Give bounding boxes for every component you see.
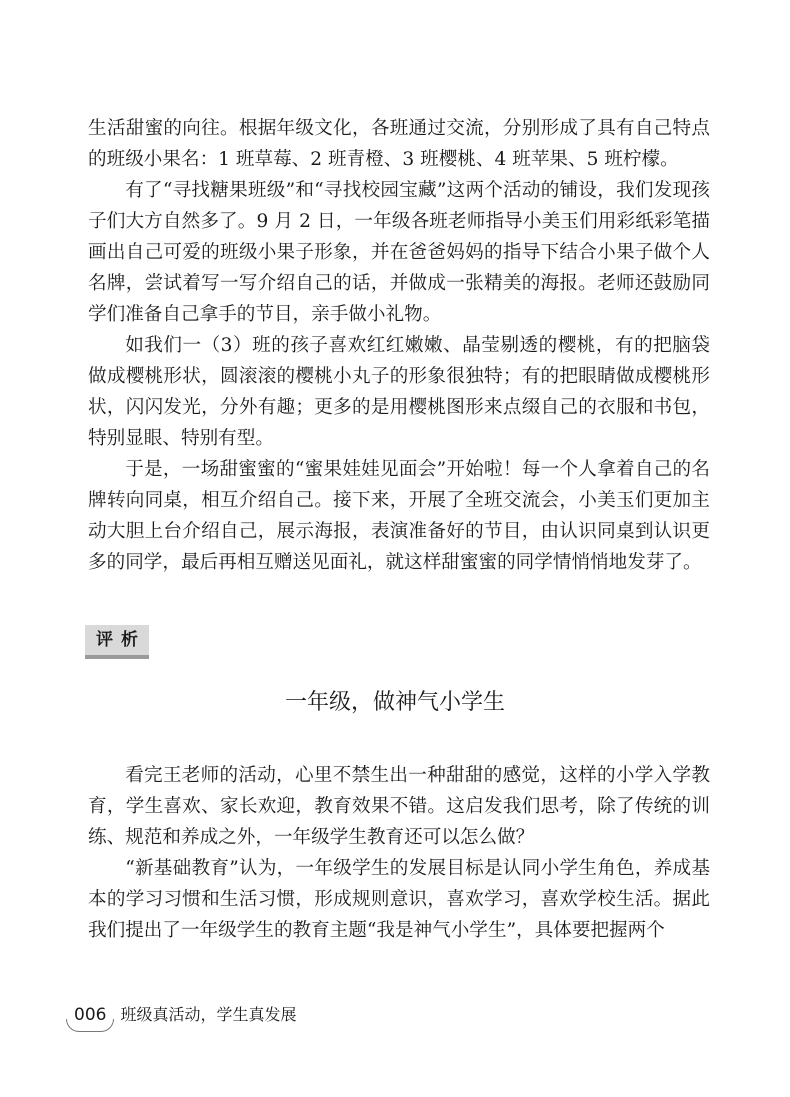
page-footer <box>70 1003 296 1027</box>
analysis-paragraph: “新基础教育”认为，一年级学生的发展目标是认同小学生角色，养成基本的学习习惯和生活习惯，形成规则意识，喜欢学习，喜欢学校生活。据此我们提出了一年级学生的教育主题“我是神气小学生”，具体要把握两个 <box>88 858 710 941</box>
analysis-paragraph: 看完王老师的活动，心里不禁生出一种甜甜的感觉，这样的小学入学教育，学生喜欢、家长欢迎，教育效果不错。这启发我们思考，除了传统的训练、规范和养成之外，一年级学生教育还可以怎么做？ <box>88 765 710 848</box>
section-label: 评析 <box>85 625 149 659</box>
body-paragraph: 生活甜蜜的向往。根据年级文化，各班通过交流，分别形成了具有自己特点的班级小果名：1 班草莓、2 班青橙、3 班樱桃、4 班苹果、5 班柠檬。 <box>88 118 710 170</box>
book-title: 班级真活动，学生真发展 <box>120 1005 297 1024</box>
section-title: 一年级，做神气小学生 <box>284 690 505 715</box>
page-number: 006 <box>70 1003 110 1027</box>
body-paragraph: 如我们一（3）班的孩子喜欢红红嫩嫩、晶莹剔透的樱桃，有的把脑袋做成樱桃形状，圆滚滚的樱桃小丸子的形象很独特；有的把眼睛做成樱桃形状，闪闪发光，分外有趣；更多的是用樱桃图形来点缀自己的衣服和书包，特别显眼、特别有型。 <box>88 335 710 449</box>
body-paragraph: 有了“寻找糖果班级”和“寻找校园宝藏”这两个活动的铺设，我们发现孩子们大方自然多了。9 月 2 日，一年级各班老师指导小美玉们用彩纸彩笔描画出自己可爱的班级小果子形象，并在爸爸妈妈的指导下结合小果子做个人名牌，尝试着写一写介绍自己的话，并做成一张精美的海报。老师还鼓励同学们准备自己拿手的节目，亲手做小礼物。 <box>88 180 710 325</box>
body-paragraph: 于是，一场甜蜜蜜的“蜜果娃娃见面会”开始啦！每一个人拿着自己的名牌转向同桌，相互介绍自己。接下来，开展了全班交流会，小美玉们更加主动大胆上台介绍自己，展示海报，表演准备好的节目，由认识同桌到认识更多的同学，最后再相互赠送见面礼，就这样甜蜜蜜的同学情悄悄地发芽了。 <box>88 459 710 573</box>
